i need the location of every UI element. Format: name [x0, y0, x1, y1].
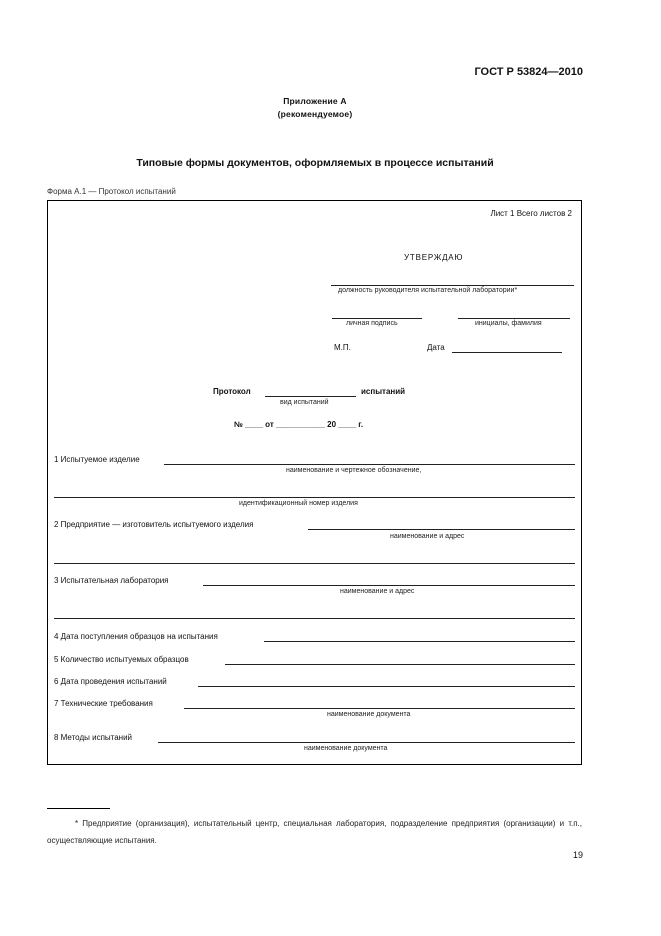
item-7-label: 7 Технические требования	[54, 699, 153, 708]
signature-line	[332, 318, 422, 319]
item-7-caption: наименование документа	[327, 711, 411, 718]
initials-caption: инициалы, фамилия	[475, 320, 542, 327]
item-1-line	[164, 464, 575, 465]
item-3-line-2	[54, 618, 575, 619]
item-4-label: 4 Дата поступления образцов на испытания	[54, 632, 218, 641]
item-8-label: 8 Методы испытаний	[54, 733, 133, 742]
protocol-form	[47, 200, 582, 765]
standard-number: ГОСТ Р 53824—2010	[474, 66, 583, 78]
item-2-line	[308, 529, 575, 530]
page-number: 19	[572, 850, 583, 860]
item-5-line	[225, 664, 575, 665]
appendix-title: Приложение А	[283, 96, 347, 106]
initials-line	[458, 318, 570, 319]
test-type-line	[265, 396, 356, 397]
position-caption: должность руководителя испытательной лаборатории*	[338, 287, 518, 294]
item-3-caption: наименование и адрес	[340, 588, 415, 595]
footnote-separator	[47, 808, 110, 809]
item-8-caption: наименование документа	[304, 745, 388, 752]
item-6-line	[198, 686, 575, 687]
item-4-line	[264, 641, 575, 642]
document-title: Типовые формы документов, оформляемых в процессе испытаний	[136, 157, 494, 169]
item-6-label: 6 Дата проведения испытаний	[54, 677, 167, 686]
stamp-label: М.П.	[334, 343, 351, 352]
item-2-caption: наименование и адрес	[390, 533, 465, 540]
date-line	[452, 352, 562, 353]
item-3-label: 3 Испытательная лаборатория	[54, 576, 169, 585]
protocol-word: Протокол	[213, 387, 251, 396]
item-1-caption: наименование и чертежное обозначение,	[286, 467, 422, 474]
sheet-info: Лист 1 Всего листов 2	[490, 209, 572, 218]
item-3-line	[203, 585, 575, 586]
tests-word: испытаний	[361, 387, 406, 396]
item-7-line	[184, 708, 575, 709]
appendix-status: (рекомендуемое)	[277, 109, 353, 119]
item-1-line-2	[54, 497, 575, 498]
item-1-label: 1 Испытуемое изделие	[54, 455, 140, 464]
item-8-line	[158, 742, 575, 743]
item-2-label: 2 Предприятие — изготовитель испытуемого изделия	[54, 520, 254, 529]
item-2-line-2	[54, 563, 575, 564]
footnote: * Предприятие (организация), испытательный центр, специальная лаборатория, подразделение предприятия (организации) и т.п., осуществляющие испытания.	[47, 819, 582, 845]
item-1-caption-2: идентификационный номер изделия	[239, 500, 358, 507]
signature-caption: личная подпись	[346, 320, 398, 327]
date-label: Дата	[427, 343, 445, 352]
test-type-caption: вид испытаний	[280, 399, 329, 406]
approve-heading: УТВЕРЖДАЮ	[404, 253, 464, 262]
protocol-number: № ____ от ___________ 20 ____ г.	[234, 420, 364, 429]
item-5-label: 5 Количество испытуемых образцов	[54, 655, 189, 664]
position-line	[331, 285, 574, 286]
form-caption: Форма А.1 — Протокол испытаний	[47, 187, 176, 196]
